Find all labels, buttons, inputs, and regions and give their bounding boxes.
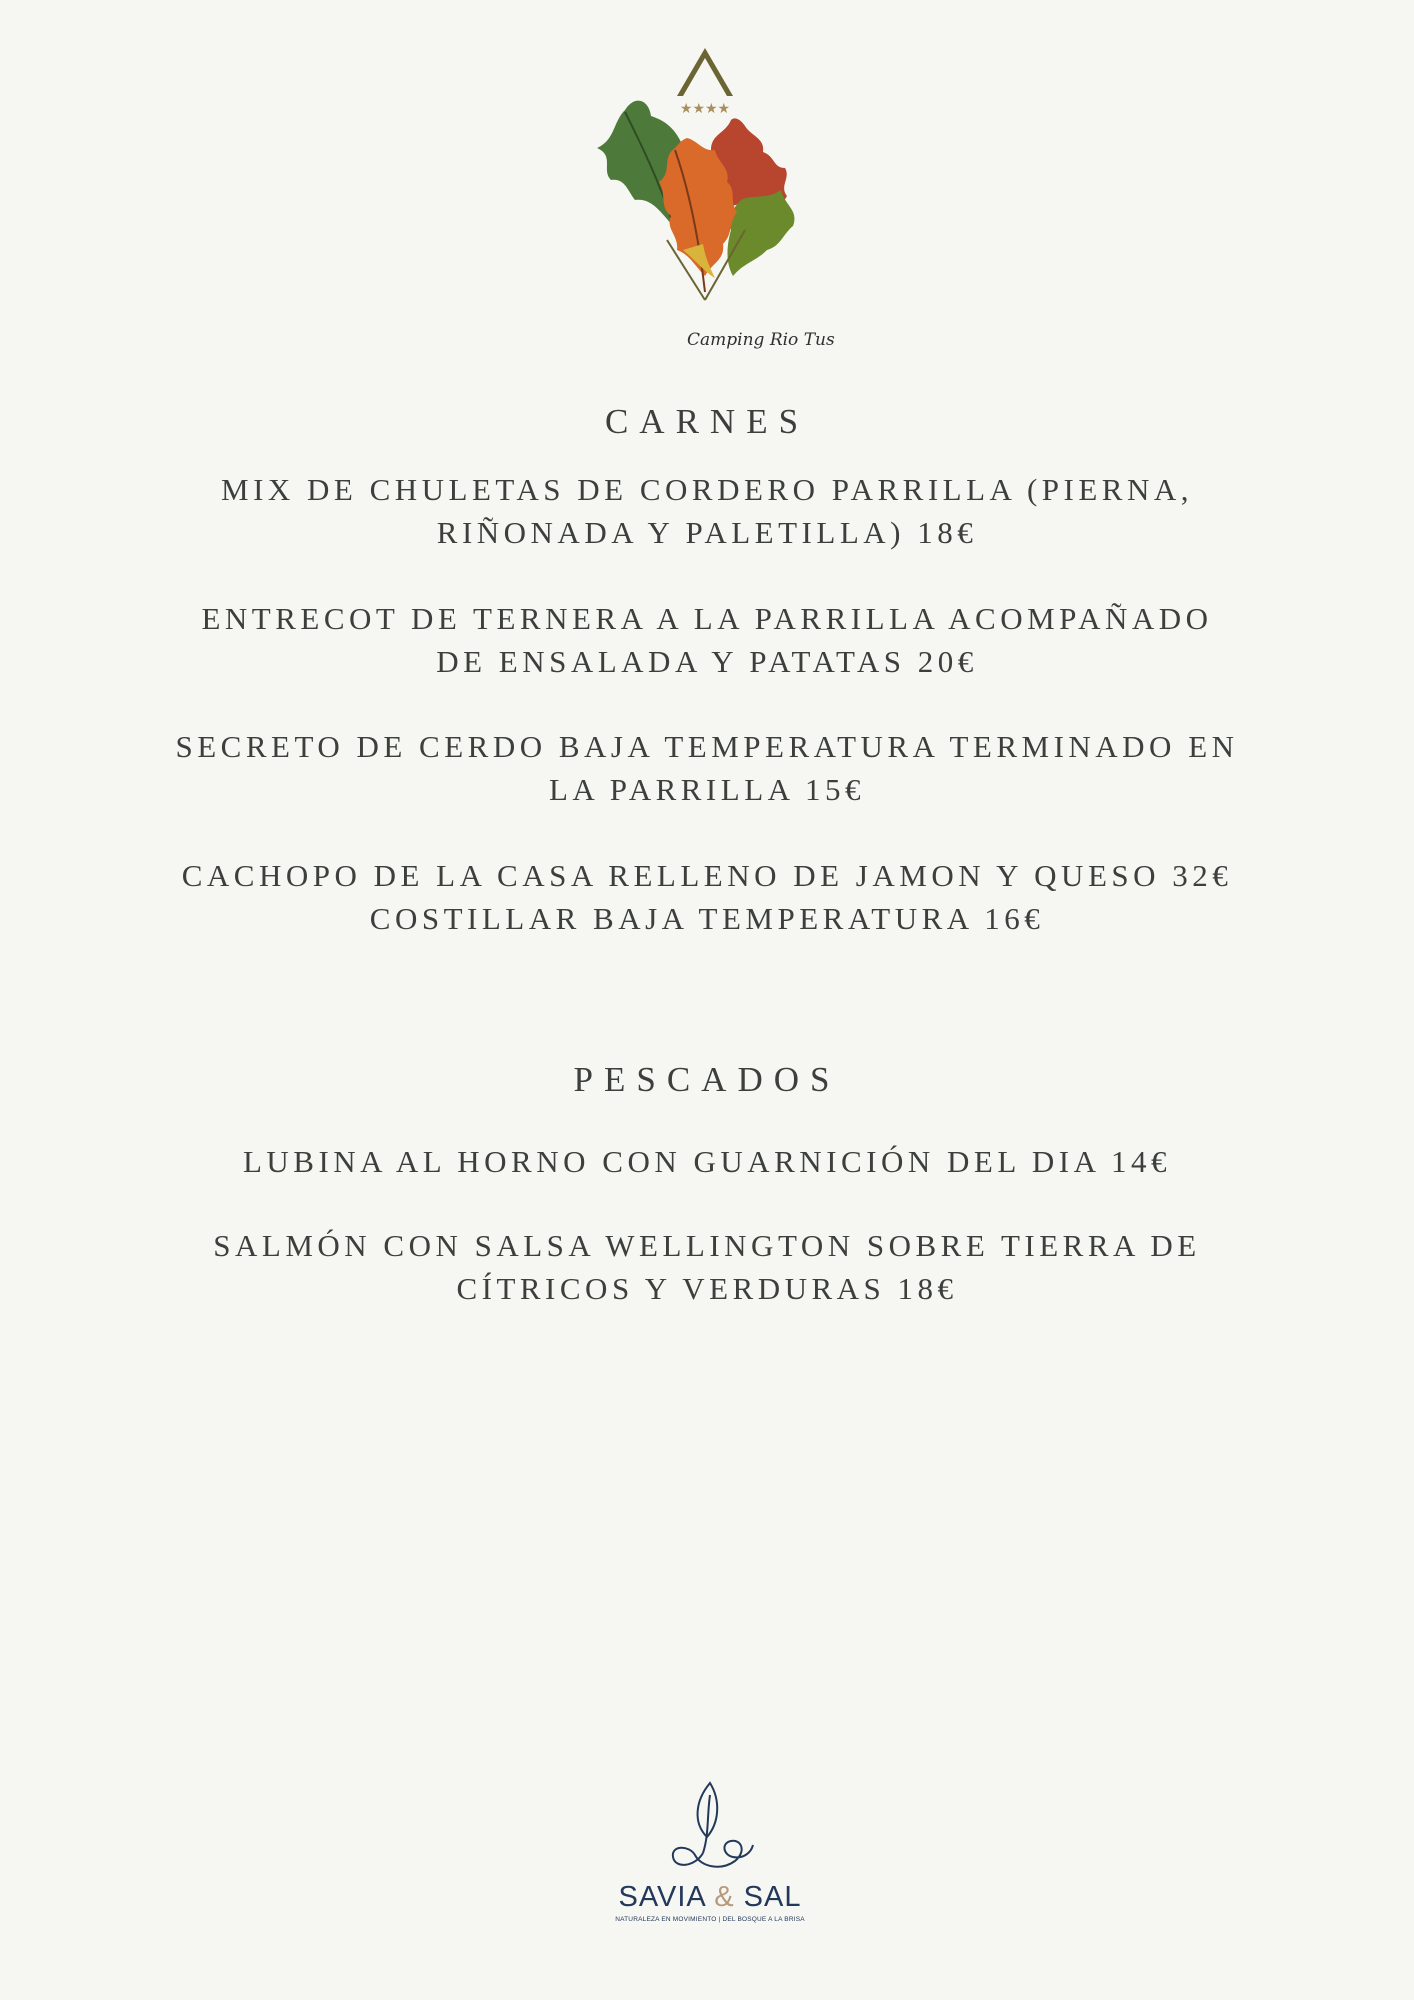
- menu-item-line: ENTRECOT DE TERNERA A LA PARRILLA ACOMPAÑADO: [201, 601, 1213, 636]
- brand-name-right: SAL: [743, 1881, 802, 1913]
- menu-item-line: DE ENSALADA Y PATATAS 20€: [436, 644, 978, 679]
- menu-item-line: CÍTRICOS Y VERDURAS 18€: [456, 1271, 958, 1306]
- tent-icon: [677, 48, 733, 96]
- menu-item-line: MIX DE CHULETAS DE CORDERO PARRILLA (PIERNA,: [221, 472, 1193, 507]
- menu-item: [120, 1224, 1294, 1310]
- menu-item: [120, 725, 1294, 811]
- brand-tagline: NATURALEZA EN MOVIMIENTO | DEL BOSQUE A LA BRISA: [615, 1916, 805, 1923]
- brand-name-left: SAVIA: [618, 1881, 706, 1913]
- menu-item-line: SECRETO DE CERDO BAJA TEMPERATURA TERMINADO EN: [175, 729, 1239, 764]
- menu-item: [120, 468, 1294, 554]
- camping-name: Camping Rio Tus: [687, 330, 835, 350]
- menu-item: [120, 597, 1294, 683]
- menu-item-line: LA PARRILLA 15€: [548, 772, 866, 807]
- menu-item-line: CACHOPO DE LA CASA RELLENO DE JAMON Y QUESO 32€: [181, 858, 1233, 893]
- section-title-carnes: CARNES: [604, 402, 810, 441]
- sprout-wave-logo-icon: [655, 1775, 765, 1885]
- menu-item: [120, 1140, 1294, 1183]
- oak-leaves-logo-icon: [555, 30, 855, 340]
- rating-stars: ★★★★: [679, 101, 731, 117]
- section-title-pescados: PESCADOS: [573, 1060, 841, 1099]
- brand-ampersand: &: [714, 1881, 735, 1913]
- menu-item-line: LUBINA AL HORNO CON GUARNICIÓN DEL DIA 14€: [242, 1144, 1172, 1179]
- menu-item-line: RIÑONADA Y PALETILLA) 18€: [436, 515, 978, 550]
- brand-name: [580, 1881, 840, 1914]
- menu-item: [120, 854, 1294, 940]
- menu-item-line: SALMÓN CON SALSA WELLINGTON SOBRE TIERRA DE: [213, 1228, 1201, 1263]
- camping-logo: [555, 30, 855, 360]
- savia-sal-logo: [580, 1775, 840, 1945]
- menu-item-line: COSTILLAR BAJA TEMPERATURA 16€: [369, 901, 1045, 936]
